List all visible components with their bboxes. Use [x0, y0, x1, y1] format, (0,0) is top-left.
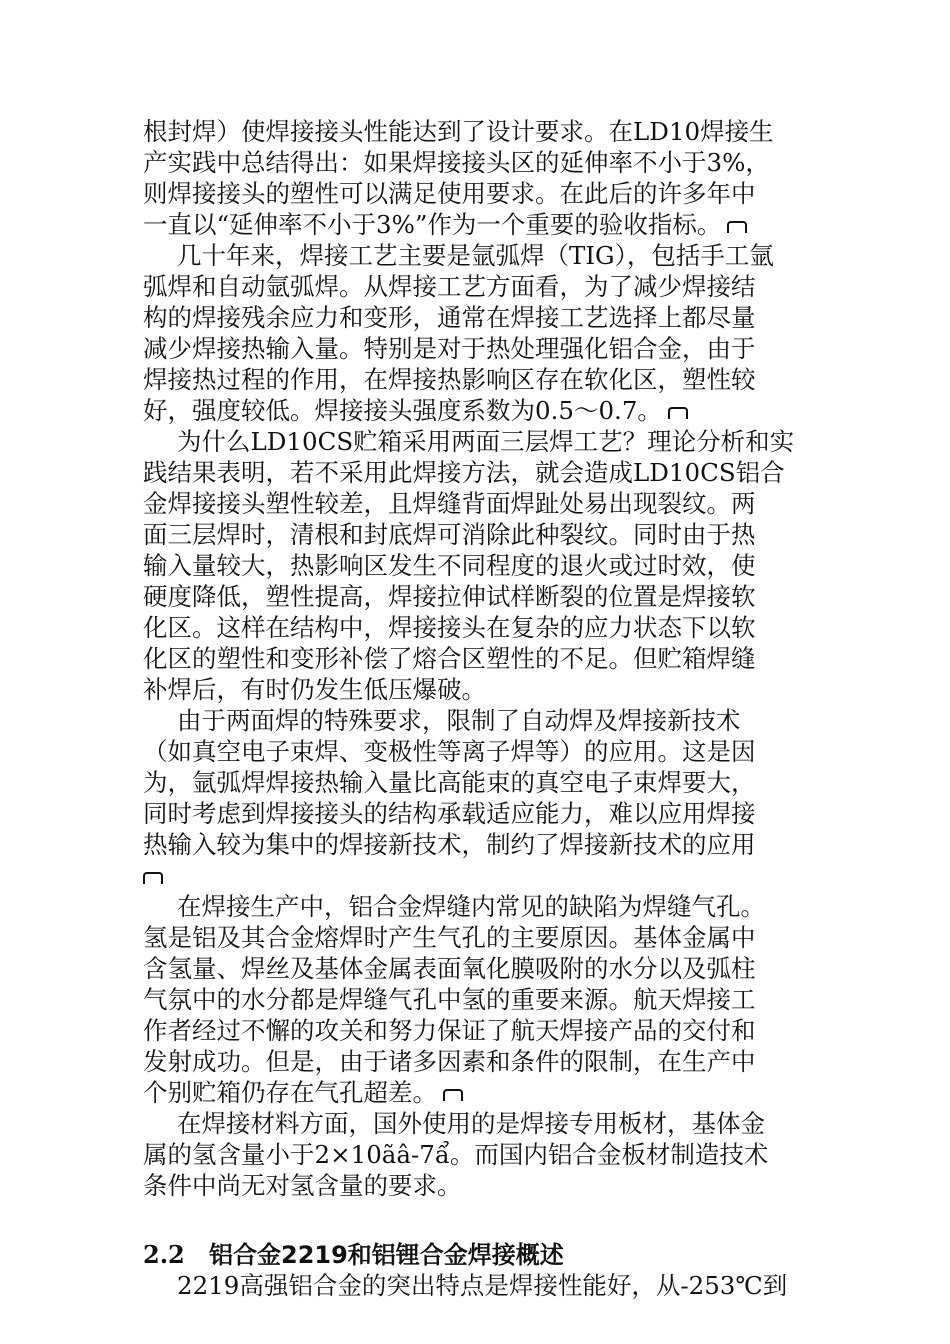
text-line: 为什么LD10CS贮箱采用两面三层焊工艺？理论分析和实	[177, 427, 795, 456]
text-line-wrapper	[143, 395, 813, 426]
paragraph-mark-icon	[668, 407, 688, 419]
section-heading	[143, 1239, 813, 1270]
text-line: 金焊接接头塑性较差，且焊缝背面焊趾处易出现裂纹。两	[143, 489, 756, 518]
text-line: 一直以“延伸率不小于3%”作为一个重要的验收指标。	[143, 210, 722, 239]
text-line: 根封焊）使焊接接头性能达到了设计要求。在LD10焊接生	[143, 117, 774, 146]
document-page	[143, 116, 813, 1301]
text-line: 2219高强铝合金的突出特点是焊接性能好，从-253℃到	[177, 1271, 788, 1300]
text-line: 为，氩弧焊焊接热输入量比高能束的真空电子束焊要大，	[143, 768, 756, 797]
text-line: （如真空电子束焊、变极性等离子焊等）的应用。这是因	[143, 737, 756, 766]
text-line: 同时考虑到焊接接头的结构承载适应能力，难以应用焊接	[143, 799, 756, 828]
text-line: 构的焊接残余应力和变形，通常在焊接工艺选择上都尽量	[143, 303, 756, 332]
text-line: 在焊接生产中，铝合金焊缝内常见的缺陷为焊缝气孔。	[177, 892, 765, 921]
paragraph-4	[143, 705, 813, 891]
text-line: 由于两面焊的特殊要求，限制了自动焊及焊接新技术	[177, 706, 741, 735]
text-line: 减少焊接热输入量。特别是对于热处理强化铝合金，由于	[143, 334, 756, 363]
text-line: 化区。这样在结构中，焊接接头在复杂的应力状态下以软	[143, 613, 756, 642]
text-line: 输入量较大，热影响区发生不同程度的退火或过时效，使	[143, 551, 756, 580]
paragraph-3	[143, 426, 813, 705]
text-line: 条件中尚无对氢含量的要求。	[143, 1171, 462, 1200]
text-line: 践结果表明，若不采用此焊接方法，就会造成LD10CS铝合	[143, 458, 785, 487]
text-line-wrapper	[143, 860, 813, 891]
text-line-wrapper	[143, 209, 813, 240]
paragraph-5	[143, 891, 813, 1108]
paragraph-2	[143, 240, 813, 426]
text-line: 弧焊和自动氩弧焊。从焊接工艺方面看，为了减少焊接结	[143, 272, 756, 301]
section-gap	[143, 1201, 813, 1239]
text-line: 发射成功。但是，由于诸多因素和条件的限制，在生产中	[143, 1047, 756, 1076]
paragraph-6	[143, 1108, 813, 1201]
paragraph-mark-icon	[727, 221, 747, 233]
text-line: 属的氢含量小于2×10ãâ-7ẩ。而国内铝合金板材制造技术	[143, 1140, 769, 1169]
text-line: 补焊后，有时仍发生低压爆破。	[143, 675, 486, 704]
text-line: 作者经过不懈的攻关和努力保证了航天焊接产品的交付和	[143, 1016, 756, 1045]
paragraph-mark-icon	[143, 872, 163, 884]
text-line: 气氛中的水分都是焊缝气孔中氢的重要来源。航天焊接工	[143, 985, 756, 1014]
section-number: 2.2	[143, 1240, 185, 1269]
text-line: 化区的塑性和变形补偿了熔合区塑性的不足。但贮箱焊缝	[143, 644, 756, 673]
text-line: 产实践中总结得出：如果焊接接头区的延伸率不小于3%，	[143, 148, 770, 177]
text-line: 好，强度较低。焊接接头强度系数为0.5～0.7。	[143, 396, 662, 425]
text-line: 则焊接接头的塑性可以满足使用要求。在此后的许多年中	[143, 179, 756, 208]
paragraph-1	[143, 116, 813, 240]
text-line-wrapper	[143, 1077, 813, 1108]
text-line: 硬度降低，塑性提高，焊接拉伸试样断裂的位置是焊接软	[143, 582, 756, 611]
text-line: 面三层焊时，清根和封底焊可消除此种裂纹。同时由于热	[143, 520, 756, 549]
text-line: 在焊接材料方面，国外使用的是焊接专用板材，基体金	[177, 1109, 765, 1138]
text-line: 几十年来，焊接工艺主要是氩弧焊（TIG），包括手工氩	[177, 241, 774, 270]
text-line: 氢是铝及其合金熔焊时产生气孔的主要原因。基体金属中	[143, 923, 756, 952]
text-line: 热输入较为集中的焊接新技术，制约了焊接新技术的应用	[143, 830, 756, 859]
paragraph-mark-icon	[443, 1089, 463, 1101]
text-line: 含氢量、焊丝及基体金属表面氧化膜吸附的水分以及弧柱	[143, 954, 756, 983]
text-line: 焊接热过程的作用，在焊接热影响区存在软化区，塑性较	[143, 365, 756, 394]
text-line: 个别贮箱仍存在气孔超差。	[143, 1078, 437, 1107]
section-title: 铝合金2219和铝锂合金焊接概述	[209, 1241, 564, 1269]
